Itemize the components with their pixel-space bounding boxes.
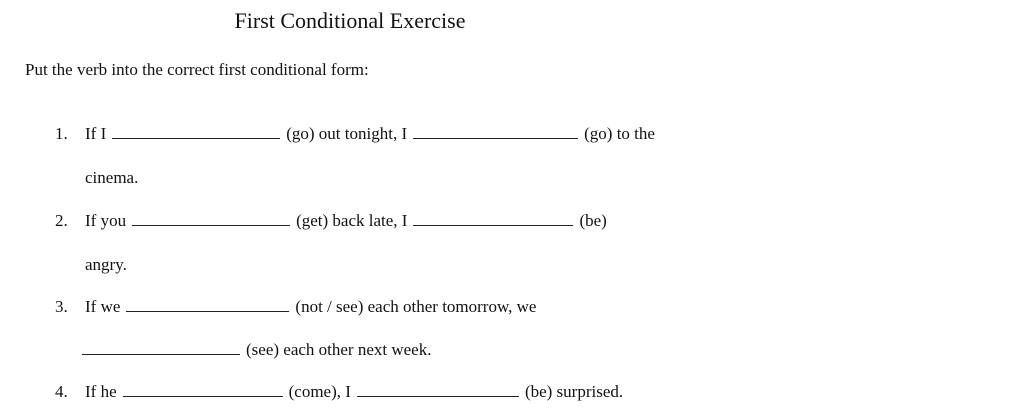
item-number: 1. <box>55 124 68 143</box>
answer-blank[interactable] <box>413 211 573 226</box>
answer-blank[interactable] <box>126 297 289 312</box>
answer-blank[interactable] <box>82 340 240 355</box>
exercise-item-3 <box>55 297 536 317</box>
item-text: (see) each other next week. <box>246 340 432 359</box>
item-text: (go) out tonight, I <box>286 124 408 143</box>
exercise-item-1-continued <box>85 168 138 188</box>
answer-blank[interactable] <box>112 124 280 139</box>
answer-blank[interactable] <box>413 124 578 139</box>
item-text: (be) surprised. <box>524 382 624 401</box>
item-text: cinema. <box>85 168 139 187</box>
item-text: (come), I <box>288 382 351 401</box>
item-text: angry. <box>85 255 127 274</box>
item-text: If we <box>85 297 121 316</box>
instruction-text: Put the verb into the correct first conditional form: <box>25 60 369 79</box>
item-number: 2. <box>55 211 68 230</box>
exercise-item-1 <box>55 124 655 144</box>
exercise-item-2 <box>55 211 607 231</box>
item-text: (not / see) each other tomorrow, we <box>295 297 537 316</box>
item-text: (get) back late, I <box>296 211 408 230</box>
exercise-item-3-continued <box>82 340 431 360</box>
item-text: If he <box>85 382 117 401</box>
answer-blank[interactable] <box>132 211 290 226</box>
item-text: If I <box>85 124 107 143</box>
page-title: First Conditional Exercise <box>234 8 466 33</box>
item-text: (go) to the <box>584 124 655 143</box>
item-number: 3. <box>55 297 68 316</box>
exercise-item-4 <box>55 382 623 402</box>
item-number: 4. <box>55 382 68 401</box>
item-text: (be) <box>579 211 607 230</box>
item-text: If you <box>85 211 127 230</box>
answer-blank[interactable] <box>357 382 519 397</box>
answer-blank[interactable] <box>123 382 283 397</box>
exercise-item-2-continued <box>85 255 127 275</box>
